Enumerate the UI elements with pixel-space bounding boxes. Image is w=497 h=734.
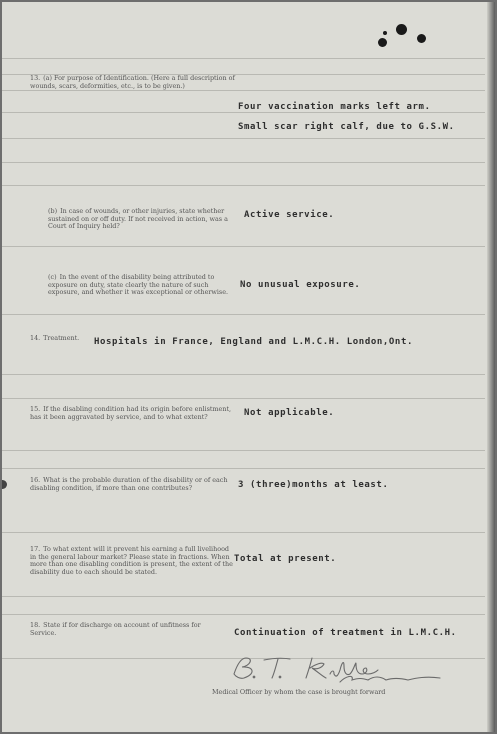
ruled-line — [2, 596, 485, 597]
question-13c-label: (c) In the event of the disability being attributed to exposure on duty, state clearly the nature of such exposure, and whether it was exceptional or otherwise. — [48, 273, 229, 297]
question-16-label: 16. What is the probable duration of the disability or of each disabling condition, if more than one contributes? — [30, 476, 228, 492]
question-13b-label: (b) In case of wounds, or other injuries, state whether sustained on or off duty. If not received in action, was a Court of Inquiry held? — [48, 207, 228, 231]
question-13a-answer-line-2: Small scar right calf, due to G.S.W. — [238, 122, 455, 132]
question-17-answer: Total at present. — [234, 554, 337, 564]
question-17-label: 17. To what extent will it prevent his earning a full livelihood in the general labour market? Please state in fractions. When more than one disabling condition is present, the extent of the disability due to each should be stated. — [30, 545, 233, 576]
medical-officer-signature — [230, 652, 450, 688]
ink-blot — [417, 34, 426, 43]
ink-blot — [378, 38, 387, 47]
ruled-line — [2, 185, 485, 186]
signature-caption: Medical Officer by whom the case is brought forward — [212, 688, 386, 696]
ruled-line — [2, 246, 485, 247]
ruled-line — [2, 314, 485, 315]
ink-blot — [396, 24, 407, 35]
question-14-label: 14. Treatment. — [30, 334, 80, 342]
ruled-line — [2, 614, 485, 615]
ruled-line — [2, 450, 485, 451]
question-15-label: 15. If the disabling condition had its origin before enlistment, has it been aggravated by service, and to what extent? — [30, 405, 232, 421]
question-13b-answer: Active service. — [244, 210, 335, 220]
question-18-label: 18. State if for discharge on account of unfitness for Service. — [30, 621, 201, 637]
ruled-line — [2, 112, 485, 113]
ruled-line — [2, 162, 485, 163]
ruled-line — [2, 58, 485, 59]
question-16-answer: 3 (three)months at least. — [238, 480, 389, 490]
ruled-line — [2, 138, 485, 139]
question-13c-answer: No unusual exposure. — [240, 280, 361, 290]
question-14-answer: Hospitals in France, England and L.M.C.H. London,Ont. — [94, 337, 413, 347]
question-15-answer: Not applicable. — [244, 408, 335, 418]
question-13a-answer-line-1: Four vaccination marks left arm. — [238, 102, 431, 112]
page-edge-shadow — [487, 2, 495, 732]
hole-punch-mark — [2, 480, 7, 489]
question-13a-label: 13. (a) For purpose of Identification. (Here a full description of wounds, scars, deformities, etc., is to be given.) — [30, 74, 235, 90]
ruled-line — [2, 398, 485, 399]
ruled-line — [2, 374, 485, 375]
ink-blot — [383, 31, 387, 35]
document-page — [2, 2, 495, 732]
question-18-answer: Continuation of treatment in L.M.C.H. — [234, 628, 457, 638]
ruled-line — [2, 532, 485, 533]
ruled-line — [2, 468, 485, 469]
